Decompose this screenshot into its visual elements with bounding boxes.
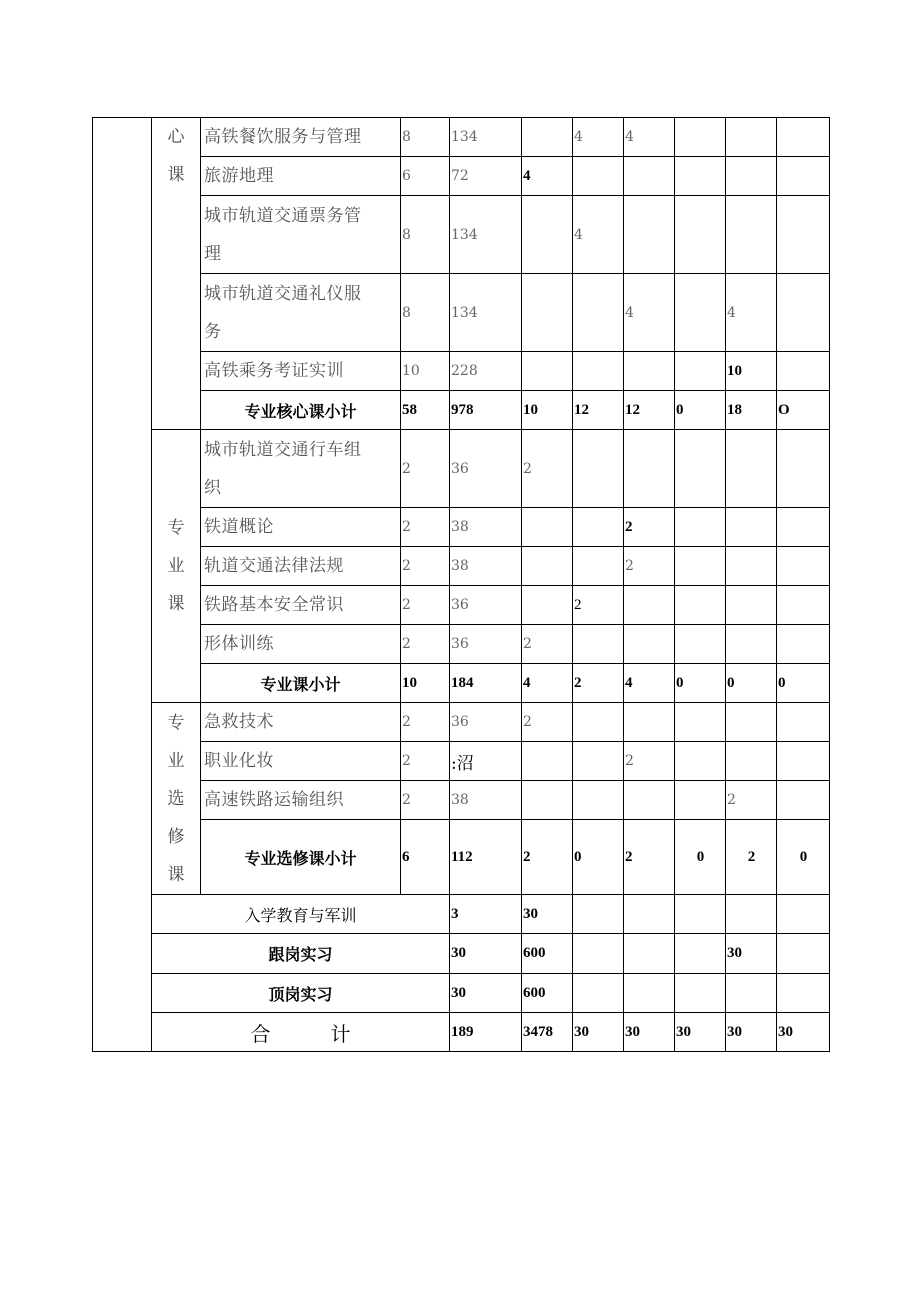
hours-cell: 228 bbox=[450, 352, 522, 391]
semester-cell bbox=[675, 703, 726, 742]
credits-cell: 8 bbox=[401, 118, 450, 157]
semester-cell bbox=[777, 934, 830, 974]
semester-cell bbox=[726, 430, 777, 508]
semester-cell bbox=[522, 586, 573, 625]
course-name-line: 理 bbox=[204, 243, 222, 264]
category-char: 业 bbox=[167, 750, 185, 771]
semester-cell bbox=[777, 196, 830, 274]
table-row bbox=[93, 118, 830, 157]
semester-cell: 4 bbox=[522, 157, 573, 196]
semester-cell bbox=[726, 547, 777, 586]
hours-cell: 38 bbox=[450, 508, 522, 547]
course-name: 高速铁路运输组织 bbox=[201, 781, 401, 820]
credits-cell: 3 bbox=[450, 895, 522, 934]
table-row bbox=[93, 895, 830, 934]
semester-cell bbox=[726, 196, 777, 274]
category-cell-core bbox=[152, 118, 201, 430]
semester-cell bbox=[522, 352, 573, 391]
semester-cell bbox=[675, 625, 726, 664]
semester-cell bbox=[777, 742, 830, 781]
curriculum-table bbox=[92, 117, 830, 1052]
semester-cell bbox=[573, 742, 624, 781]
category-char: 心 bbox=[167, 127, 185, 147]
subtotal-label: 专业课小计 bbox=[201, 664, 401, 703]
semester-cell bbox=[573, 547, 624, 586]
semester-cell bbox=[726, 703, 777, 742]
semester-cell: O bbox=[777, 391, 830, 430]
semester-cell: 2 bbox=[624, 547, 675, 586]
semester-cell: 2 bbox=[522, 703, 573, 742]
table-row bbox=[93, 586, 830, 625]
semester-cell bbox=[777, 895, 830, 934]
credits-cell: 2 bbox=[401, 586, 450, 625]
table-row bbox=[93, 196, 830, 274]
semester-cell bbox=[624, 352, 675, 391]
semester-cell bbox=[675, 274, 726, 352]
left-margin-cell bbox=[93, 118, 152, 1052]
hours-cell: 30 bbox=[522, 895, 573, 934]
credits-cell: 10 bbox=[401, 352, 450, 391]
semester-cell: 30 bbox=[573, 1013, 624, 1052]
hours-cell: 36 bbox=[450, 430, 522, 508]
semester-cell bbox=[777, 781, 830, 820]
semester-cell: 0 bbox=[675, 391, 726, 430]
course-name: 高铁餐饮服务与管理 bbox=[201, 118, 401, 157]
credits-cell: 2 bbox=[401, 430, 450, 508]
semester-cell bbox=[726, 742, 777, 781]
semester-cell bbox=[777, 547, 830, 586]
hours-cell: 184 bbox=[450, 664, 522, 703]
course-name-line: 城市轨道交通行车组 bbox=[204, 439, 362, 460]
semester-cell bbox=[624, 196, 675, 274]
course-name bbox=[201, 430, 401, 508]
hours-cell: :沼 bbox=[450, 742, 522, 781]
credits-cell: 2 bbox=[401, 625, 450, 664]
semester-cell bbox=[522, 547, 573, 586]
semester-cell bbox=[777, 274, 830, 352]
semester-cell: 4 bbox=[573, 196, 624, 274]
category-char: 课 bbox=[167, 864, 185, 885]
semester-cell: 30 bbox=[624, 1013, 675, 1052]
category-char: 选 bbox=[167, 788, 185, 809]
semester-cell: 12 bbox=[573, 391, 624, 430]
credits-cell: 2 bbox=[401, 781, 450, 820]
hours-cell: 36 bbox=[450, 625, 522, 664]
semester-cell bbox=[573, 352, 624, 391]
table-row bbox=[93, 781, 830, 820]
subtotal-row bbox=[93, 820, 830, 895]
semester-cell bbox=[624, 895, 675, 934]
grand-total-row bbox=[93, 1013, 830, 1052]
subtotal-label: 专业核心课小计 bbox=[201, 391, 401, 430]
semester-cell: 4 bbox=[624, 274, 675, 352]
semester-cell: 2 bbox=[726, 820, 777, 895]
semester-cell bbox=[573, 430, 624, 508]
credits-cell: 30 bbox=[450, 934, 522, 974]
hours-cell: 978 bbox=[450, 391, 522, 430]
semester-cell: 2 bbox=[624, 742, 675, 781]
hours-cell: 134 bbox=[450, 196, 522, 274]
semester-cell: 4 bbox=[522, 664, 573, 703]
semester-cell bbox=[777, 703, 830, 742]
semester-cell: 0 bbox=[573, 820, 624, 895]
row-label: 跟岗实习 bbox=[152, 934, 450, 974]
semester-cell: 12 bbox=[624, 391, 675, 430]
table-row bbox=[93, 508, 830, 547]
hours-cell: 134 bbox=[450, 118, 522, 157]
semester-cell bbox=[675, 895, 726, 934]
semester-cell: 18 bbox=[726, 391, 777, 430]
row-label: 顶岗实习 bbox=[152, 974, 450, 1013]
semester-cell: 4 bbox=[624, 664, 675, 703]
semester-cell: 2 bbox=[522, 820, 573, 895]
subtotal-row bbox=[93, 664, 830, 703]
semester-cell bbox=[675, 196, 726, 274]
semester-cell bbox=[522, 118, 573, 157]
course-name: 轨道交通法律法规 bbox=[201, 547, 401, 586]
credits-cell: 2 bbox=[401, 703, 450, 742]
semester-cell: 2 bbox=[522, 430, 573, 508]
semester-cell: 0 bbox=[777, 664, 830, 703]
semester-cell bbox=[573, 781, 624, 820]
category-cell-major bbox=[152, 430, 201, 703]
semester-cell bbox=[726, 895, 777, 934]
semester-cell bbox=[624, 974, 675, 1013]
semester-cell: 4 bbox=[726, 274, 777, 352]
hours-cell: 134 bbox=[450, 274, 522, 352]
course-name: 铁路基本安全常识 bbox=[201, 586, 401, 625]
table-row bbox=[93, 547, 830, 586]
semester-cell bbox=[624, 703, 675, 742]
credits-cell: 8 bbox=[401, 274, 450, 352]
semester-cell bbox=[573, 895, 624, 934]
semester-cell bbox=[675, 118, 726, 157]
row-label: 入学教育与军训 bbox=[152, 895, 450, 934]
semester-cell: 4 bbox=[624, 118, 675, 157]
hours-cell: 38 bbox=[450, 547, 522, 586]
semester-cell bbox=[675, 547, 726, 586]
semester-cell bbox=[675, 781, 726, 820]
hours-cell: 600 bbox=[522, 934, 573, 974]
semester-cell bbox=[675, 430, 726, 508]
category-cell-elective bbox=[152, 703, 201, 895]
semester-cell bbox=[777, 430, 830, 508]
semester-cell: 2 bbox=[573, 664, 624, 703]
category-char: 修 bbox=[167, 826, 185, 847]
credits-cell: 30 bbox=[450, 974, 522, 1013]
semester-cell bbox=[777, 508, 830, 547]
semester-cell bbox=[675, 352, 726, 391]
semester-cell bbox=[777, 586, 830, 625]
semester-cell bbox=[726, 625, 777, 664]
table-row bbox=[93, 352, 830, 391]
semester-cell bbox=[573, 274, 624, 352]
course-name-line: 城市轨道交通票务管 bbox=[204, 205, 362, 226]
credits-cell: 10 bbox=[401, 664, 450, 703]
semester-cell: 2 bbox=[726, 781, 777, 820]
course-name: 高铁乘务考证实训 bbox=[201, 352, 401, 391]
hours-cell: 72 bbox=[450, 157, 522, 196]
category-char: 课 bbox=[167, 165, 185, 185]
hours-cell: 36 bbox=[450, 586, 522, 625]
semester-cell bbox=[675, 934, 726, 974]
semester-cell: 2 bbox=[624, 508, 675, 547]
semester-cell bbox=[573, 157, 624, 196]
semester-cell bbox=[522, 508, 573, 547]
semester-cell bbox=[675, 508, 726, 547]
subtotal-label: 专业选修课小计 bbox=[201, 820, 401, 895]
semester-cell bbox=[624, 430, 675, 508]
semester-cell bbox=[624, 934, 675, 974]
semester-cell: 0 bbox=[777, 820, 830, 895]
semester-cell bbox=[675, 586, 726, 625]
credits-cell: 2 bbox=[401, 547, 450, 586]
table-row bbox=[93, 934, 830, 974]
credits-cell: 58 bbox=[401, 391, 450, 430]
semester-cell bbox=[573, 508, 624, 547]
semester-cell bbox=[675, 157, 726, 196]
semester-cell: 30 bbox=[726, 934, 777, 974]
semester-cell bbox=[624, 586, 675, 625]
semester-cell bbox=[573, 625, 624, 664]
credits-cell: 2 bbox=[401, 508, 450, 547]
table-row bbox=[93, 157, 830, 196]
semester-cell: 0 bbox=[675, 664, 726, 703]
course-name bbox=[201, 196, 401, 274]
semester-cell bbox=[573, 934, 624, 974]
semester-cell bbox=[777, 118, 830, 157]
course-name bbox=[201, 274, 401, 352]
semester-cell bbox=[522, 742, 573, 781]
semester-cell bbox=[726, 508, 777, 547]
semester-cell bbox=[726, 974, 777, 1013]
table-row bbox=[93, 703, 830, 742]
semester-cell bbox=[624, 781, 675, 820]
semester-cell bbox=[522, 781, 573, 820]
semester-cell bbox=[675, 742, 726, 781]
subtotal-row bbox=[93, 391, 830, 430]
course-name-line: 务 bbox=[204, 321, 222, 342]
hours-cell: 38 bbox=[450, 781, 522, 820]
semester-cell: 30 bbox=[777, 1013, 830, 1052]
semester-cell: 0 bbox=[726, 664, 777, 703]
semester-cell bbox=[726, 118, 777, 157]
semester-cell bbox=[726, 157, 777, 196]
credits-cell: 2 bbox=[401, 742, 450, 781]
category-char: 课 bbox=[167, 594, 185, 614]
semester-cell bbox=[777, 352, 830, 391]
course-name: 急救技术 bbox=[201, 703, 401, 742]
semester-cell: 2 bbox=[522, 625, 573, 664]
course-name: 形体训练 bbox=[201, 625, 401, 664]
semester-cell bbox=[777, 157, 830, 196]
category-char: 专 bbox=[167, 518, 185, 538]
semester-cell bbox=[777, 625, 830, 664]
course-name: 旅游地理 bbox=[201, 157, 401, 196]
hours-cell: 600 bbox=[522, 974, 573, 1013]
course-name: 铁道概论 bbox=[201, 508, 401, 547]
semester-cell bbox=[573, 974, 624, 1013]
credits-cell: 6 bbox=[401, 157, 450, 196]
semester-cell: 2 bbox=[624, 820, 675, 895]
credits-cell: 189 bbox=[450, 1013, 522, 1052]
semester-cell bbox=[522, 274, 573, 352]
semester-cell: 4 bbox=[573, 118, 624, 157]
table-row bbox=[93, 742, 830, 781]
semester-cell bbox=[624, 625, 675, 664]
table-row bbox=[93, 274, 830, 352]
course-name-line: 织 bbox=[204, 477, 222, 498]
semester-cell bbox=[726, 586, 777, 625]
semester-cell bbox=[522, 196, 573, 274]
category-char: 专 bbox=[167, 712, 185, 733]
table-row bbox=[93, 974, 830, 1013]
category-char: 业 bbox=[167, 556, 185, 576]
credits-cell: 8 bbox=[401, 196, 450, 274]
semester-cell bbox=[573, 703, 624, 742]
semester-cell: 10 bbox=[726, 352, 777, 391]
semester-cell: 10 bbox=[522, 391, 573, 430]
semester-cell: 2 bbox=[573, 586, 624, 625]
course-name: 职业化妆 bbox=[201, 742, 401, 781]
semester-cell: 30 bbox=[675, 1013, 726, 1052]
hours-cell: 3478 bbox=[522, 1013, 573, 1052]
credits-cell: 6 bbox=[401, 820, 450, 895]
hours-cell: 112 bbox=[450, 820, 522, 895]
table-row bbox=[93, 430, 830, 508]
table-row bbox=[93, 625, 830, 664]
grand-total-label: 合计 bbox=[152, 1013, 450, 1052]
semester-cell: 30 bbox=[726, 1013, 777, 1052]
semester-cell: 0 bbox=[675, 820, 726, 895]
semester-cell bbox=[777, 974, 830, 1013]
semester-cell bbox=[624, 157, 675, 196]
semester-cell bbox=[675, 974, 726, 1013]
hours-cell: 36 bbox=[450, 703, 522, 742]
course-name-line: 城市轨道交通礼仪服 bbox=[204, 283, 362, 304]
